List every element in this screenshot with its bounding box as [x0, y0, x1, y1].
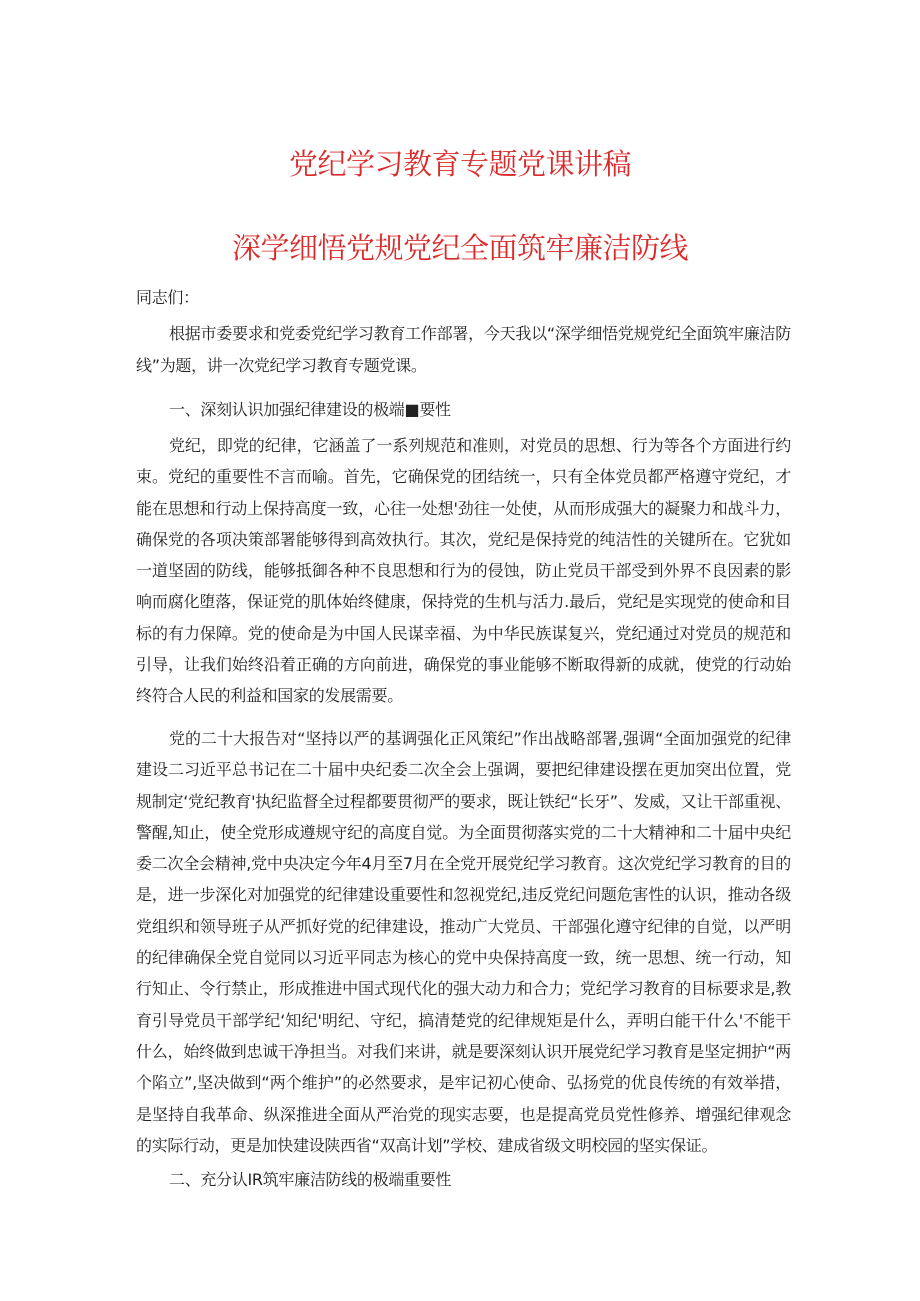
- document-subtitle: 深学细悟党规党纪全面筑牢廉洁防线: [231, 231, 688, 265]
- document-title: 党纪学习教育专题党课讲稿: [288, 147, 631, 181]
- section-heading-1: 一、深刻认识加强纪律建设的极端■要性: [169, 400, 451, 419]
- body-paragraph: 党纪，即党的纪律，它涵盖了一系列规范和准则，对党员的思想、行为等各个方面进行约束。党纪的重要性不言而喻。首先，它确保党的团结统一，只有全体党员都严格遵守党纪，才能在思想和行动上保持高度一致，心往一处想'劲往一处使，从而形成强大的凝聚力和战斗力，确保党的各项决策部署能够得到高效执行。其次，党纪是保持党的纯洁性的关键所在。它犹如一道坚固的防线，能够抵御各种不良思想和行为的侵蚀，防止党员干部受到外界不良因素的影响而腐化堕落，保证党的肌体始终健康，保持党的生机与活力.最后，党纪是实现党的使命和目标的有力保障。党的使命是为中国人民谋幸福、为中华民族谋复兴，党纪通过对党员的规范和引导，让我们始终沿着正确的方向前进，确保党的事业能够不断取得新的成就，使党的行动始终符合人民的利益和国家的发展需要。: [136, 436, 791, 706]
- intro-paragraph: 根据市委要求和党委党纪学习教育工作部署，今天我以“深学细悟党规党纪全面筑牢廉洁防线”为题，讲一次党纪学习教育专题党课。: [136, 324, 791, 375]
- greeting: 同志们：: [136, 288, 199, 307]
- body-paragraph: 党的二十大报告对“坚持以严的基调强化正风策纪”作出战略部署,强调“全面加强党的纪律建设二习近平总书记在二十届中央纪委二次全会上强调，要把纪律建设摆在更加突出位置，党规制定‘党纪教育'执纪监督全过程都要贯彻严的要求，既让铁纪“长牙”、发威，又让干部重视、警醒,知止，使全党形成遵规守纪的高度自觉。为全面贯彻落实党的二十大精神和二十届中央纪委二次全会精神,党中央决定今年4月至7月在全党开展党纪学习教育。这次党纪学习教育的目的是，进一步深化对加强党的纪律建设重要性和忽视党纪,违反党纪问题危害性的认识，推动各级党组织和领导班子从严抓好党的纪律建设，推动广大党员、干部强化遵守纪律的自觉，以严明的纪律确保全党自觉同以习近平同志为核心的党中央保持高度一致，统一思想、统一行动，知行知止、令行禁止，形成推进中国式现代化的强大动力和合力；党纪学习教育的目标要求是,教育引导党员干部学纪‘知纪'明纪、守纪，搞清楚党的纪律规矩是什么，弄明白能干什么'不能干什么，始终做到忠诚干净担当。对我们来讲，就是要深刻认识开展党纪学习教育是坚定拥护“两个陷立”,坚决做到“两个维护”的必然要求，是牢记初心使命、弘扬党的优良传统的有效举措，是坚持自我革命、纵深推进全面从严治党的现实志要，也是提高党员党性修养、增强纪律观念的实际行动，更是加快建设陕西省“双高计划”学校、建成省级文明校园的坚实保证。: [136, 729, 791, 1155]
- section-heading-2: 二、充分认IR筑牢廉洁防线的极端重要性: [169, 1170, 452, 1189]
